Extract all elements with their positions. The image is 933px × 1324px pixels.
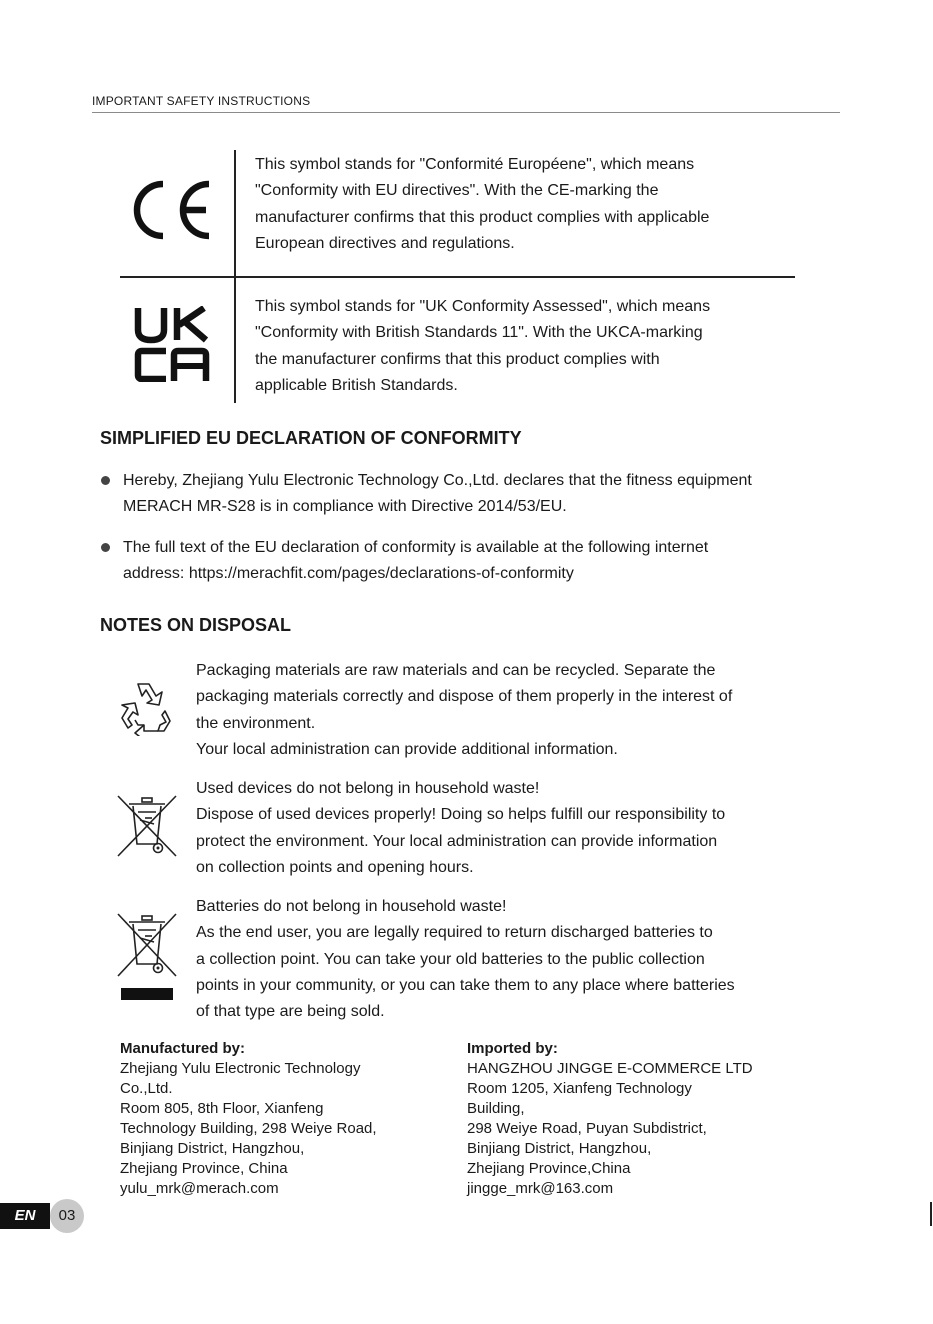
ce-description-line: manufacturer confirms that this product complies with applicable xyxy=(255,208,710,226)
disposal-line: on collection points and opening hours. xyxy=(196,858,474,876)
importer-email: jingge_mrk@163.com xyxy=(467,1180,614,1197)
language-badge: EN xyxy=(0,1203,50,1229)
manufacturer-line: Zhejiang Yulu Electronic Technology xyxy=(120,1060,361,1077)
disposal-line: Batteries do not belong in household waste! xyxy=(196,898,507,915)
ce-description xyxy=(255,152,805,257)
crop-mark xyxy=(930,1202,932,1226)
manufacturer-email: yulu_mrk@merach.com xyxy=(120,1180,279,1197)
ukca-description-line: the manufacturer confirms that this product complies with xyxy=(255,350,660,368)
disposal-item-batteries xyxy=(196,894,836,1025)
ce-description-line: "Conformity with EU directives". With the CE-marking the xyxy=(255,182,659,200)
crossed-bin-bar-icon xyxy=(114,910,180,1004)
ukca-description-line: This symbol stands for "UK Conformity Assessed", which means xyxy=(255,298,711,315)
manufacturer-heading: Manufactured by: xyxy=(120,1040,246,1057)
recycle-icon xyxy=(118,678,176,736)
header-title: IMPORTANT SAFETY INSTRUCTIONS xyxy=(92,94,311,108)
declaration-heading: SIMPLIFIED EU DECLARATION OF CONFORMITY xyxy=(100,428,522,448)
importer-line: 298 Weiye Road, Puyan Subdistrict, xyxy=(467,1120,707,1137)
ce-description-line: This symbol stands for "Conformité Européene", which means xyxy=(255,156,695,173)
manufacturer-line: Co.,Ltd. xyxy=(120,1080,173,1097)
ukca-description-line: applicable British Standards. xyxy=(255,376,458,394)
ce-description-line: European directives and regulations. xyxy=(255,234,515,252)
manufacturer-line: Technology Building, 298 Weiye Road, xyxy=(120,1120,377,1137)
importer-line: Building, xyxy=(467,1100,525,1117)
declaration-line: address: https://merachfit.com/pages/declarations-of-conformity xyxy=(123,565,574,583)
symbols-table-horizontal-rule xyxy=(120,276,795,278)
declaration-line: Hereby, Zhejiang Yulu Electronic Technology Co.,Ltd. declares that the fitness equipment xyxy=(123,472,752,489)
ukca-description-line: "Conformity with British Standards 11". With the UKCA-marking xyxy=(255,324,703,342)
manufacturer-line: Zhejiang Province, China xyxy=(120,1160,288,1177)
manufacturer-block xyxy=(120,1039,430,1199)
importer-block xyxy=(467,1039,777,1199)
disposal-line: points in your community, or you can take them to any place where batteries xyxy=(196,976,735,994)
declaration-bullet xyxy=(123,535,843,588)
importer-heading: Imported by: xyxy=(467,1040,558,1057)
header-divider xyxy=(92,112,840,113)
declaration-line: The full text of the EU declaration of conformity is available at the following internet xyxy=(123,539,709,556)
importer-line: Room 1205, Xianfeng Technology xyxy=(467,1080,692,1097)
disposal-line: packaging materials correctly and dispose of them properly in the interest of xyxy=(196,688,733,706)
importer-line: Binjiang District, Hangzhou, xyxy=(467,1140,652,1157)
disposal-line: Dispose of used devices properly! Doing so helps fulfill our responsibility to xyxy=(196,806,726,824)
importer-line: Zhejiang Province,China xyxy=(467,1160,631,1177)
crossed-bin-icon xyxy=(114,792,180,860)
disposal-item-devices xyxy=(196,776,836,881)
page-number: 03 xyxy=(50,1199,84,1233)
bullet-dot xyxy=(101,543,110,552)
importer-line: HANGZHOU JINGGE E-COMMERCE LTD xyxy=(467,1060,753,1077)
declaration-bullet xyxy=(123,468,843,521)
ce-mark-icon xyxy=(126,176,216,244)
manufacturer-line: Room 805, 8th Floor, Xianfeng xyxy=(120,1100,324,1117)
disposal-line: Packaging materials are raw materials and can be recycled. Separate the xyxy=(196,662,716,679)
bullet-dot xyxy=(101,476,110,485)
disposal-line: protect the environment. Your local administration can provide information xyxy=(196,832,718,850)
disposal-line: the environment. xyxy=(196,714,316,732)
manufacturer-line: Binjiang District, Hangzhou, xyxy=(120,1140,305,1157)
disposal-line: Used devices do not belong in household waste! xyxy=(196,780,540,797)
disposal-line: As the end user, you are legally required to return discharged batteries to xyxy=(196,924,713,942)
ukca-description xyxy=(255,294,805,399)
declaration-line: MERACH MR-S28 is in compliance with Directive 2014/53/EU. xyxy=(123,498,567,516)
disposal-line: a collection point. You can take your old batteries to the public collection xyxy=(196,950,705,968)
disposal-line: Your local administration can provide additional information. xyxy=(196,740,618,758)
ukca-mark-icon xyxy=(134,306,210,382)
disposal-item-packaging xyxy=(196,658,836,763)
disposal-line: of that type are being sold. xyxy=(196,1003,385,1021)
disposal-heading: NOTES ON DISPOSAL xyxy=(100,615,292,635)
